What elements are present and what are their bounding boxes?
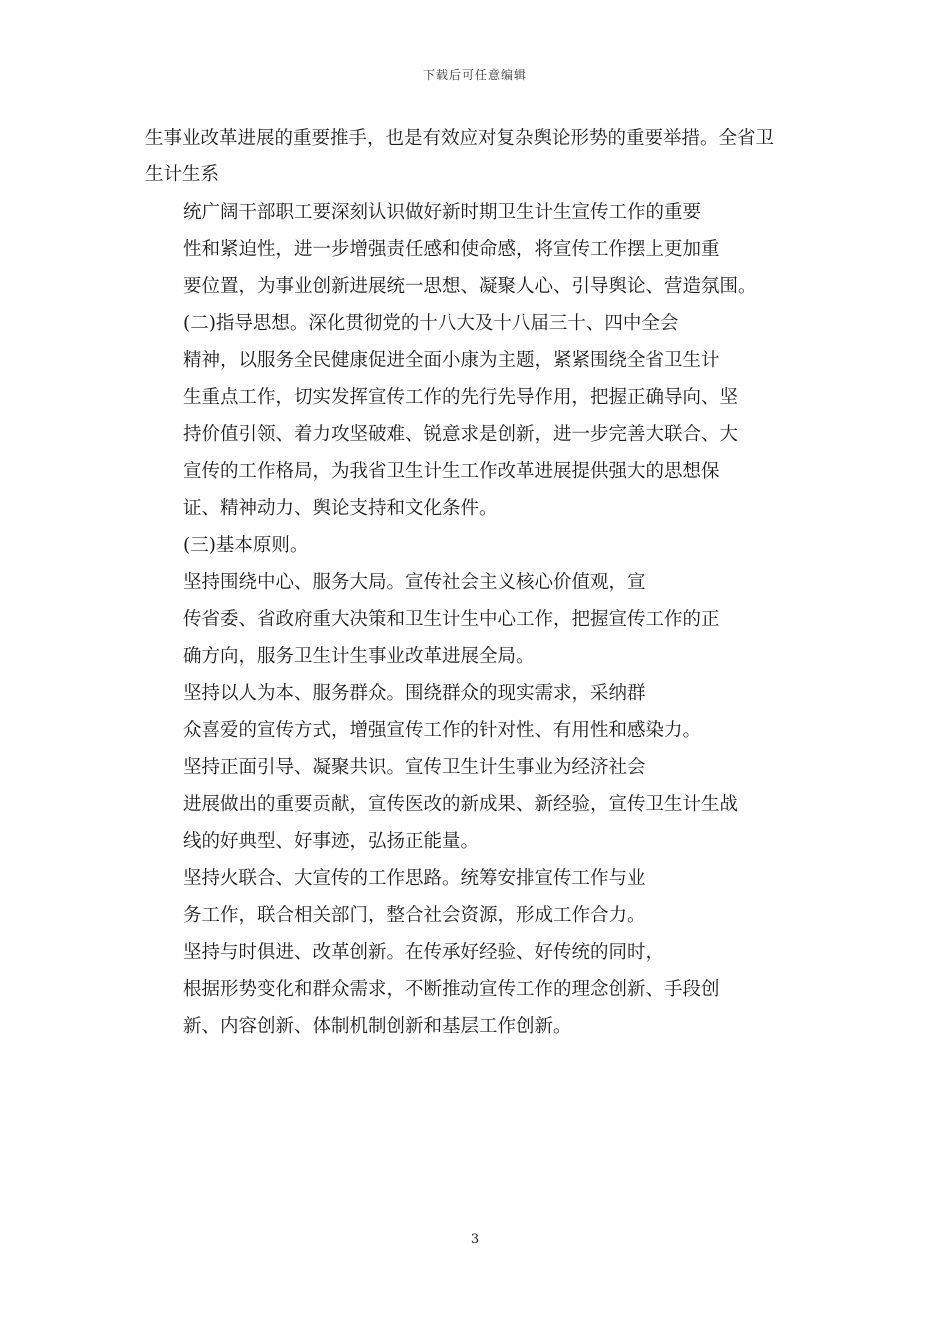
paragraph-line: 新、内容创新、体制机制创新和基层工作创新。 <box>183 1016 572 1037</box>
paragraph-line: 坚持正面引导、凝聚共识。宣传卫生计生事业为经济社会 <box>183 757 646 778</box>
paragraph-line: 生计生系 <box>145 164 220 185</box>
paragraph-line: 坚持与时俱进、改革创新。在传承好经验、好传统的同时， <box>183 942 665 963</box>
paragraph-line: 生重点工作，切实发挥宣传工作的先行先导作用，把握正确导向、坚 <box>183 387 739 408</box>
paragraph-line: 坚持以人为本、服务群众。围绕群众的现实需求，采纳群 <box>183 683 646 704</box>
page-number: 3 <box>470 1232 480 1247</box>
paragraph-line: 持价值引领、着力攻坚破难、锐意求是创新，进一步完善大联合、大 <box>183 424 739 445</box>
paragraph-line: 根据形势变化和群众需求，不断推动宣传工作的理念创新、手段创 <box>183 979 720 1000</box>
paragraph-line: 线的好典型、好事迹，弘扬正能量。 <box>183 831 480 852</box>
paragraph-line: 统广阔干部职工要深刻认识做好新时期卫生计生宣传工作的重要 <box>183 202 702 223</box>
page-header: 下载后可任意编辑 <box>422 68 527 82</box>
section-heading-line: (二)指导思想。深化贯彻党的十八大及十八届三十、四中全会 <box>183 313 679 334</box>
section-heading-line: (三)基本原则。 <box>183 535 309 556</box>
paragraph-line: 证、精神动力、舆论支持和文化条件。 <box>183 498 498 519</box>
paragraph-line: 宣传的工作格局，为我省卫生计生工作改革进展提供强大的思想保 <box>183 461 720 482</box>
paragraph-line: 性和紧迫性，进一步增强责任感和使命感，将宣传工作摆上更加重 <box>183 239 720 260</box>
paragraph-line: 坚持火联合、大宣传的工作思路。统筹安排宣传工作与业 <box>183 868 646 889</box>
paragraph-line: 众喜爱的宣传方式，增强宣传工作的针对性、有用性和感染力。 <box>183 720 702 741</box>
paragraph-line: 传省委、省政府重大决策和卫生计生中心工作，把握宣传工作的正 <box>183 609 720 630</box>
paragraph-line: 务工作，联合相关部门，整合社会资源，形成工作合力。 <box>183 905 646 926</box>
paragraph-line: 确方向，服务卫生计生事业改革进展全局。 <box>183 646 535 667</box>
paragraph-line: 生事业改革进展的重要推手，也是有效应对复杂舆论形势的重要举措。全省卫 <box>145 128 775 149</box>
paragraph-line: 进展做出的重要贡献，宣传医改的新成果、新经验，宣传卫生计生战 <box>183 794 739 815</box>
paragraph-line: 要位置，为事业创新进展统一思想、凝聚人心、引导舆论、营造氛围。 <box>183 276 757 297</box>
paragraph-line: 精神，以服务全民健康促进全面小康为主题，紧紧围绕全省卫生计 <box>183 350 720 371</box>
paragraph-line: 坚持围绕中心、服务大局。宣传社会主义核心价值观，宣 <box>183 572 646 593</box>
